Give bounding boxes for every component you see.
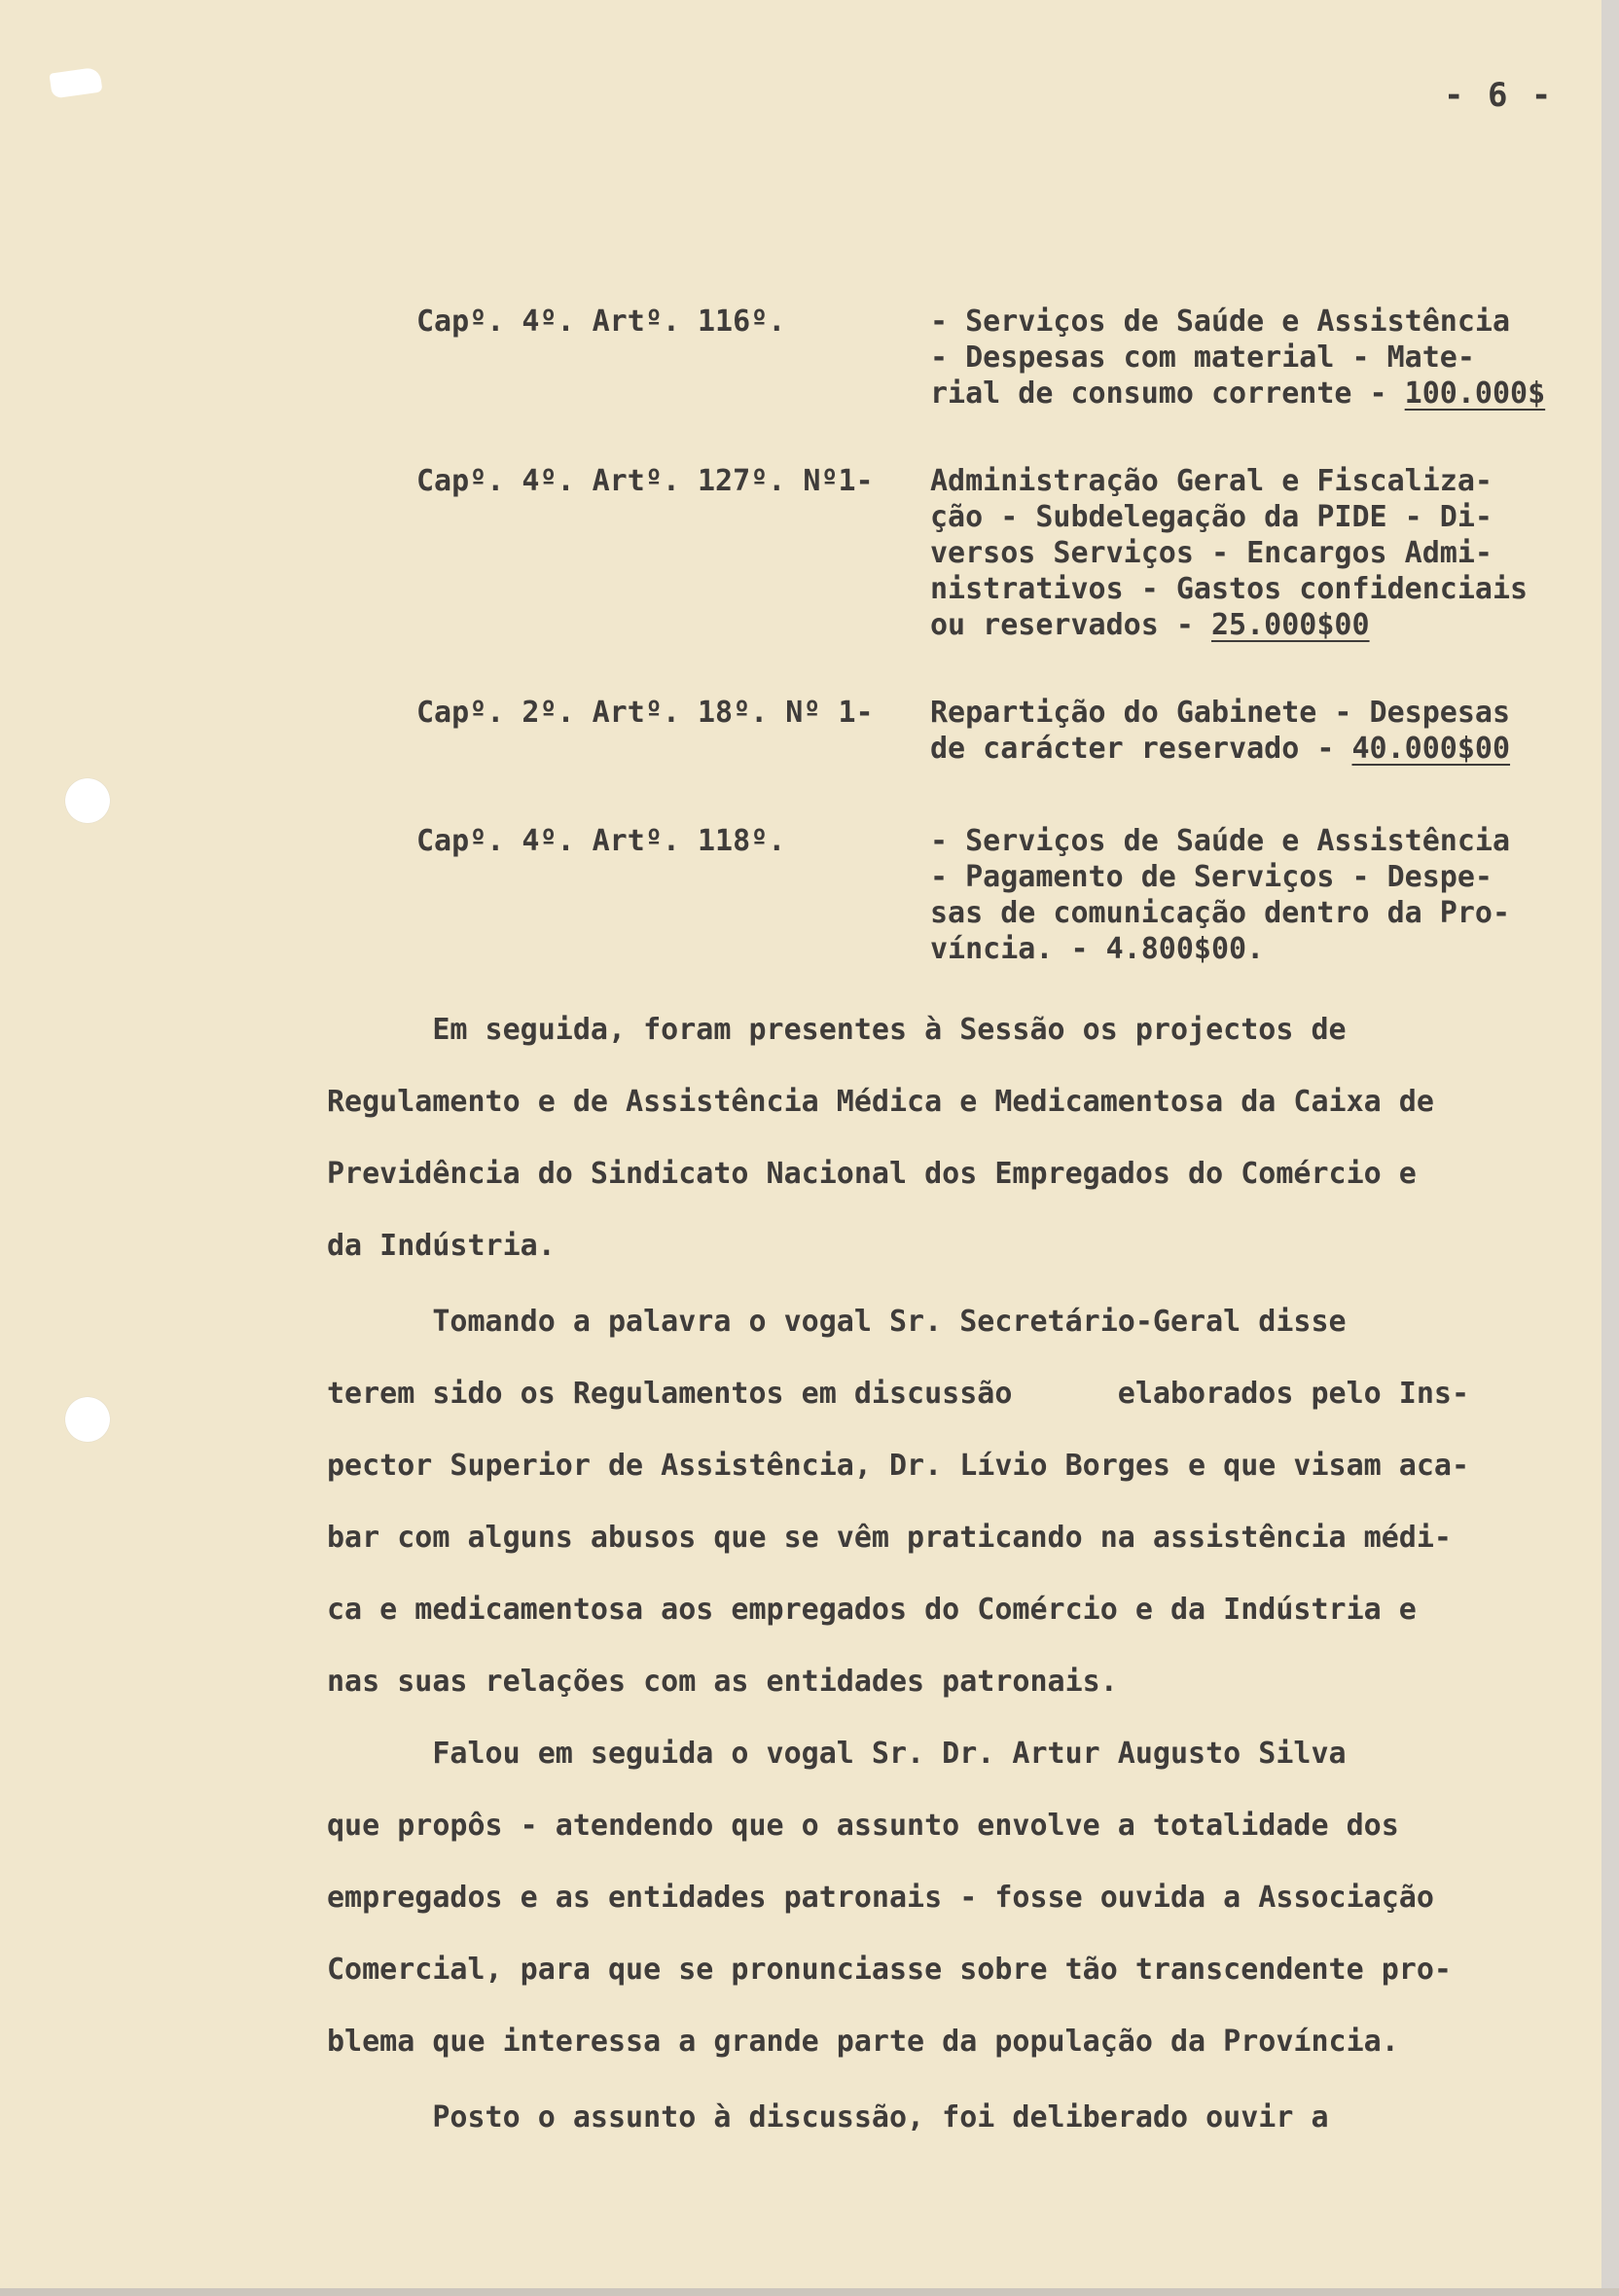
paragraph-line: blema que interessa a grande parte da população da Província. [327,2025,1399,2059]
punch-hole-bottom [65,1397,110,1442]
page-bottom-shadow [0,2288,1619,2296]
description-line: de carácter reservado - [930,732,1335,766]
paragraph-line: da Indústria. [327,1229,556,1263]
description-line: Repartição do Gabinete - Despesas [930,696,1511,730]
budget-description [930,695,1619,767]
paragraph-line: bar com alguns abusos que se vêm praticando na assistência médi- [327,1521,1452,1555]
punch-hole-top [65,778,110,823]
description-line: nistrativos - Gastos confidenciais [930,572,1529,606]
budget-description [930,823,1619,967]
paragraph-line: Posto o assunto à discussão, foi deliberado ouvir a [327,2100,1329,2135]
description-line: rial de consumo corrente - [930,377,1387,411]
description-line: víncia. - 4.800$00. [930,932,1265,966]
paragraph-line: Em seguida, foram presentes à Sessão os projectos de [327,1013,1347,1047]
paragraph-line: terem sido os Regulamentos em discussão elaborados pelo Ins- [327,1377,1469,1411]
description-line: - Despesas com material - Mate- [930,341,1475,375]
description-line: Administração Geral e Fiscaliza- [930,464,1493,498]
paragraph-line: Falou em seguida o vogal Sr. Dr. Artur Augusto Silva [327,1737,1347,1771]
paragraph-line: Previdência do Sindicato Nacional dos Empregados do Comércio e [327,1157,1417,1191]
description-line: - Serviços de Saúde e Assistência [930,824,1511,858]
paragraph-line: Comercial, para que se pronunciasse sobre tão transcendente pro- [327,1953,1452,1987]
description-line: - Pagamento de Serviços - Despe- [930,860,1493,894]
budget-amount: 40.000$00 [1351,732,1511,766]
paragraph-line: nas suas relações com as entidades patronais. [327,1665,1118,1699]
paper-tear-mark [49,67,102,99]
budget-description [930,463,1619,643]
budget-description [930,304,1619,412]
budget-amount: 100.000$ [1404,377,1546,411]
page-number: - 6 - [1444,76,1554,115]
budget-reference: Capº. 4º. Artº. 118º. [416,824,786,858]
budget-reference: Capº. 4º. Artº. 116º. [416,305,786,339]
budget-reference: Capº. 2º. Artº. 18º. Nº 1- [416,696,874,730]
budget-amount: 25.000$00 [1211,608,1370,642]
description-line: versos Serviços - Encargos Admi- [930,536,1493,570]
description-line: ção - Subdelegação da PIDE - Di- [930,500,1493,534]
description-line: sas de comunicação dentro da Pro- [930,896,1511,930]
budget-reference: Capº. 4º. Artº. 127º. Nº1- [416,464,874,498]
paragraph-line: pector Superior de Assistência, Dr. Lívio Borges e que visam aca- [327,1449,1469,1483]
description-line: ou reservados - [930,608,1194,642]
paragraph-line: que propôs - atendendo que o assunto envolve a totalidade dos [327,1809,1399,1843]
paragraph [327,994,1582,1282]
paragraph [327,2082,1582,2154]
paragraph [327,1718,1582,2078]
paragraph-line: empregados e as entidades patronais - fosse ouvida a Associação [327,1881,1434,1915]
paragraph [327,1286,1582,1718]
description-line: - Serviços de Saúde e Assistência [930,305,1511,339]
paragraph-line: Tomando a palavra o vogal Sr. Secretário-Geral disse [327,1305,1347,1339]
paragraph-line: Regulamento e de Assistência Médica e Medicamentosa da Caixa de [327,1085,1434,1119]
paragraph-line: ca e medicamentosa aos empregados do Comércio e da Indústria e [327,1593,1417,1627]
